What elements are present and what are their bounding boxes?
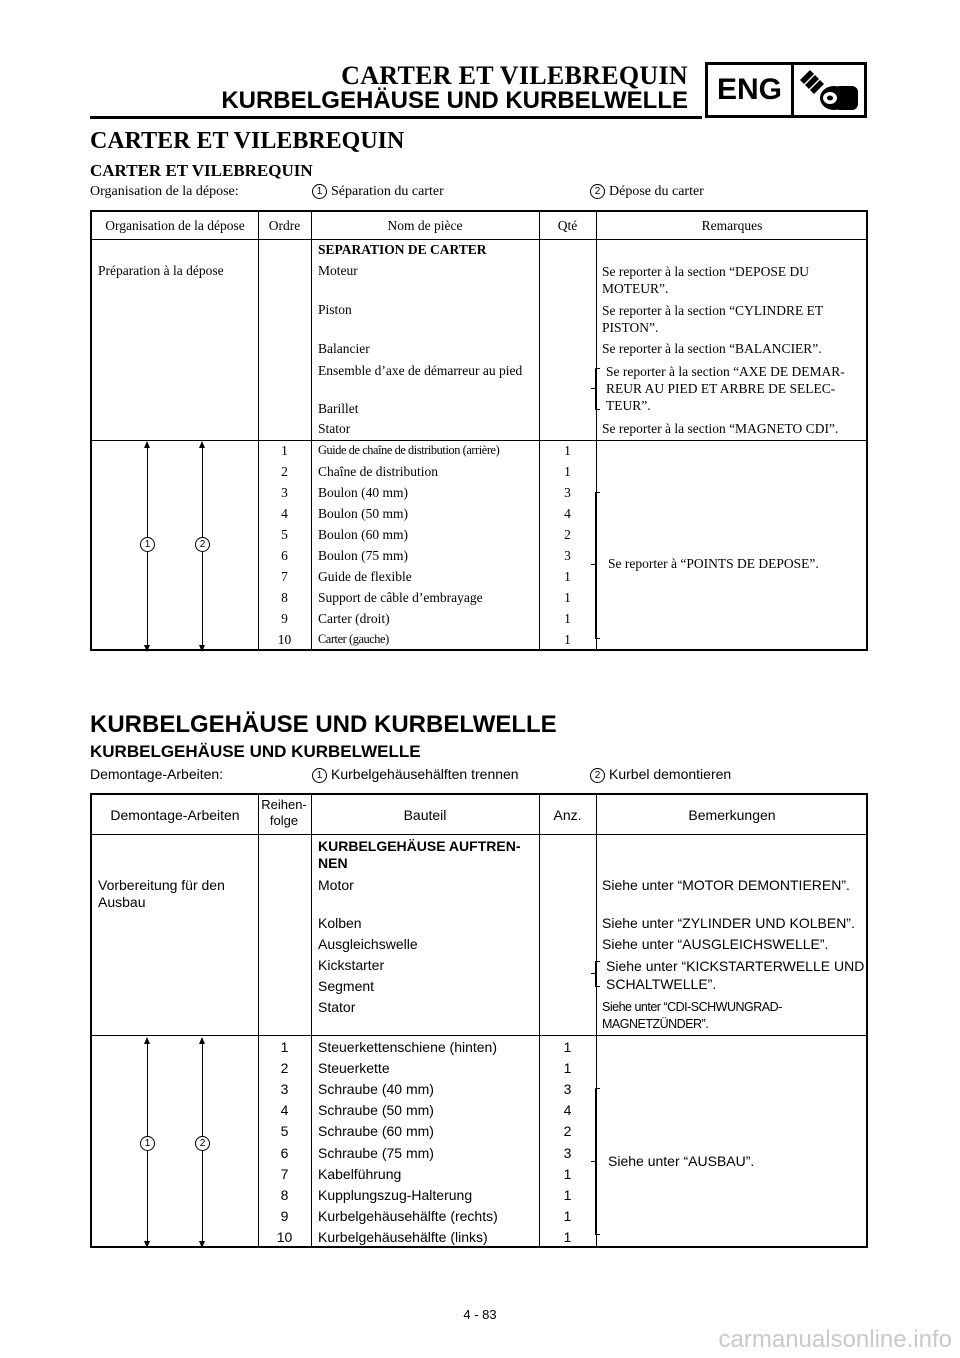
de-org-item-2: 2 Kurbel demontieren	[590, 766, 731, 783]
fr-part-order: 10	[277, 632, 292, 647]
de-disassembly-table	[90, 793, 868, 1248]
fr-part-qty: 1	[564, 611, 571, 626]
de-part-qty: 3	[563, 1081, 572, 1098]
fr-part-qty: 2	[564, 527, 571, 542]
fr-heading: CARTER ET VILEBREQUIN	[90, 128, 405, 154]
step-number-2: 2	[590, 768, 605, 783]
fr-part-order: 4	[281, 506, 288, 521]
de-prep-part: Kickstarter	[318, 957, 385, 973]
fr-part-order: 6	[281, 548, 288, 563]
fr-part-order: 2	[281, 464, 288, 479]
step-number-1: 1	[312, 184, 327, 199]
de-part-order: 5	[280, 1123, 289, 1140]
de-prep-part: Stator	[318, 999, 356, 1015]
fr-part-qty: 4	[564, 506, 571, 521]
de-prep-part: Ausgleichswelle	[318, 936, 418, 952]
de-org-item-1: 1 Kurbelgehäusehälften trennen	[312, 766, 519, 783]
de-part-order: 9	[280, 1207, 289, 1224]
de-grouped-remark: Siehe unter “KICKSTARTERWELLE UND SCHALTWELLE”.	[606, 958, 865, 992]
de-col-remarks: Bemerkungen	[688, 807, 776, 823]
de-part-name: Kurbelgehäusehälfte (rechts)	[318, 1207, 498, 1224]
fr-part-qty: 3	[564, 485, 571, 500]
step-number-1: 1	[312, 768, 327, 783]
de-part-qty: 1	[563, 1060, 572, 1077]
fr-prep-label: Préparation à la dépose	[98, 263, 224, 278]
watermark: carmanualsonline.info	[718, 1326, 952, 1353]
fr-disassembly-table	[90, 210, 868, 651]
fr-part-name: Boulon (50 mm)	[318, 506, 408, 521]
fr-part-order: 8	[281, 590, 288, 605]
de-part-qty: 1	[563, 1207, 572, 1224]
fr-part-order: 3	[281, 485, 288, 500]
de-part-order: 1	[280, 1039, 289, 1055]
de-part-name: Kupplungszug-Halterung	[318, 1186, 473, 1203]
de-organisation-line	[90, 766, 870, 784]
de-org-label: Demontage-Arbeiten:	[90, 766, 224, 782]
de-part-order: 8	[280, 1186, 289, 1203]
fr-part-name: Carter (droit)	[318, 611, 390, 626]
fr-grouped-remark: Se reporter à la section “AXE DE DEMAR-REUR AU PIED ET ARBRE DE SELEC-TEUR”.	[606, 364, 845, 413]
fr-part-name: Boulon (40 mm)	[318, 485, 408, 500]
de-part-qty: 1	[563, 1186, 572, 1203]
fr-part-name: Boulon (60 mm)	[318, 527, 408, 542]
de-part-name: Schraube (75 mm)	[318, 1144, 434, 1161]
de-part-order: 7	[280, 1165, 289, 1182]
fr-org-item-2: 2 Dépose du carter	[590, 184, 704, 200]
de-grouped-brace	[595, 961, 600, 987]
de-prep-part: Kolben	[318, 915, 362, 931]
de-part-order: 2	[280, 1060, 289, 1077]
fr-part-order: 5	[281, 527, 288, 542]
fr-parts-remark: Se reporter à “POINTS DE DEPOSE”.	[608, 556, 819, 571]
fr-part-qty: 1	[564, 569, 571, 584]
fr-part-qty: 1	[564, 590, 571, 605]
de-col-order: Reihen-folge	[261, 797, 307, 828]
fr-grouped-brace	[595, 368, 600, 410]
de-col-qty: Anz.	[553, 807, 582, 823]
de-prep-remark: Siehe unter “AUSGLEICHSWELLE”.	[602, 936, 829, 952]
section-tab	[705, 62, 867, 118]
de-parts-remark: Siehe unter “AUSBAU”.	[608, 1153, 755, 1169]
de-part-name: Schraube (60 mm)	[318, 1123, 434, 1140]
de-part-name: Steuerkettenschiene (hinten)	[318, 1039, 497, 1055]
fr-organisation-line	[90, 184, 870, 202]
fr-part-qty: 3	[564, 548, 571, 563]
fr-part-name: Chaîne de distribution	[318, 464, 438, 479]
fr-prep-remark: Se reporter à la section “MAGNETO CDI”.	[602, 421, 839, 436]
de-subheading: KURBELGEHÄUSE UND KURBELWELLE	[90, 742, 421, 761]
de-prep-remark: Siehe unter “CDI-SCHWUNGRAD-MAGNETZÜNDER”.	[602, 1000, 782, 1031]
fr-section-title: SEPARATION DE CARTER	[318, 242, 487, 257]
de-prep-label: Vorbereitung für den Ausbau	[98, 877, 225, 910]
fr-part-name: Carter (gauche)	[318, 632, 389, 646]
fr-part-order: 7	[281, 569, 288, 584]
fr-part-name: Support de câble d’embrayage	[318, 590, 483, 605]
fr-col-remarks: Remarques	[701, 218, 763, 233]
de-section-title: KURBELGEHÄUSE AUFTREN-NEN	[318, 838, 521, 871]
fr-org-item-1: 1 Séparation du carter	[312, 184, 444, 200]
de-part-name: Schraube (40 mm)	[318, 1081, 434, 1098]
fr-step-arrow-label-1: 1	[140, 537, 155, 552]
fr-org-label: Organisation de la dépose:	[90, 184, 239, 199]
step-number-2: 2	[590, 184, 605, 199]
de-part-name: Kurbelgehäusehälfte (links)	[318, 1228, 488, 1245]
de-part-name: Kabelführung	[318, 1165, 402, 1182]
fr-part-qty: 1	[564, 632, 571, 647]
fr-prep-part: Stator	[318, 421, 351, 436]
de-part-order: 3	[280, 1081, 289, 1098]
de-part-qty: 1	[563, 1039, 572, 1055]
de-prep-part: Motor	[318, 877, 354, 893]
fr-part-qty: 1	[564, 464, 571, 479]
fr-part-name: Guide de flexible	[318, 569, 412, 584]
fr-col-order: Ordre	[268, 218, 301, 233]
fr-prep-part: Ensemble d’axe de démarreur au pied	[318, 363, 523, 378]
fr-prep-part: Balancier	[318, 341, 370, 356]
fr-col-part: Nom de pièce	[387, 218, 463, 233]
de-part-order: 4	[280, 1102, 289, 1119]
fr-prep-remark: Se reporter à la section “DEPOSE DU MOTEUR”.	[602, 264, 809, 296]
de-part-qty: 1	[563, 1228, 572, 1245]
de-part-order: 6	[280, 1144, 289, 1161]
fr-step-arrow-label-2: 2	[195, 537, 210, 552]
fr-subheading: CARTER ET VILEBREQUIN	[90, 161, 313, 180]
de-part-qty: 2	[563, 1123, 572, 1140]
de-part-order: 10	[276, 1228, 293, 1245]
header-title-de: KURBELGEHÄUSE UND KURBELWELLE	[221, 87, 688, 114]
section-tab-label: ENG	[708, 65, 794, 115]
de-prep-remark: Siehe unter “MOTOR DEMONTIEREN”.	[602, 877, 850, 893]
de-col-part: Bauteil	[403, 807, 447, 823]
page-number: 4 - 83	[463, 1307, 497, 1322]
de-step-arrow-label-1: 1	[140, 1136, 155, 1151]
fr-prep-part: Moteur	[318, 263, 358, 278]
de-heading: KURBELGEHÄUSE UND KURBELWELLE	[90, 711, 557, 738]
crankshaft-icon	[794, 65, 864, 115]
fr-part-name: Boulon (75 mm)	[318, 548, 408, 563]
header-title-fr: CARTER ET VILEBREQUIN	[341, 61, 688, 90]
de-part-name: Schraube (50 mm)	[318, 1102, 434, 1119]
fr-prep-part: Barillet	[318, 401, 359, 416]
de-prep-part: Segment	[318, 978, 375, 994]
de-prep-remark: Siehe unter “ZYLINDER UND KOLBEN”.	[602, 915, 855, 931]
fr-part-order: 1	[281, 443, 288, 458]
de-col-operation: Demontage-Arbeiten	[110, 807, 240, 823]
fr-parts-brace	[595, 492, 600, 639]
de-step-arrow-label-2: 2	[195, 1136, 210, 1151]
fr-prep-remark: Se reporter à la section “CYLINDRE ET PISTON”.	[602, 303, 823, 335]
de-part-qty: 3	[563, 1144, 572, 1161]
fr-part-order: 9	[281, 611, 288, 626]
fr-prep-remark: Se reporter à la section “BALANCIER”.	[602, 341, 822, 356]
de-part-name: Steuerkette	[318, 1060, 390, 1077]
fr-prep-part: Piston	[318, 302, 352, 317]
de-part-qty: 1	[563, 1165, 572, 1182]
fr-col-qty: Qté	[557, 218, 578, 233]
fr-col-organisation: Organisation de la dépose	[105, 218, 245, 233]
fr-part-name: Guide de chaîne de distribution (arrière)	[318, 443, 500, 457]
fr-part-qty: 1	[564, 443, 571, 458]
header-rule	[90, 116, 702, 119]
de-part-qty: 4	[563, 1102, 572, 1119]
